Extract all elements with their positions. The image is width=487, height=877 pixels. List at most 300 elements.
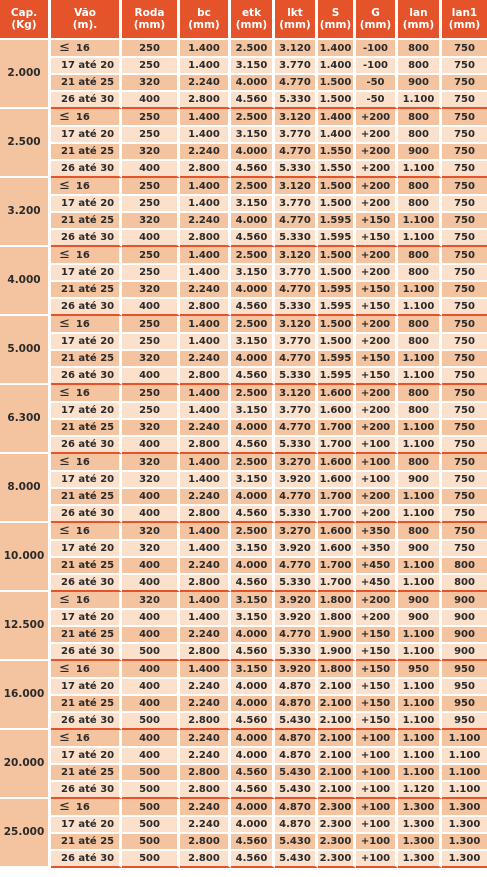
value-cell: 1.600	[318, 454, 356, 472]
value-cell: 1.595	[318, 230, 356, 247]
value-cell: 4.560	[231, 644, 275, 661]
value-cell: 900	[398, 472, 442, 489]
value-cell: 750	[442, 109, 487, 127]
value-cell: +100	[356, 730, 398, 748]
span-cell	[51, 506, 122, 523]
span-value: 16	[75, 802, 90, 813]
value-cell: 400	[122, 696, 180, 713]
span-value: 17 até 20	[61, 681, 115, 692]
value-cell: 320	[122, 213, 180, 230]
span-cell	[51, 58, 122, 75]
value-cell: +100	[356, 851, 398, 868]
table-row	[0, 178, 487, 196]
span-value: 16	[75, 526, 90, 537]
value-cell: 2.800	[180, 575, 231, 592]
less-or-equal-icon: ≤	[59, 730, 70, 745]
value-cell: 2.100	[318, 713, 356, 730]
value-cell: 400	[122, 92, 180, 109]
table-row	[0, 817, 487, 834]
value-cell: 1.100	[398, 282, 442, 299]
capacity-cell: 2.500	[0, 109, 51, 178]
span-value: 17 até 20	[61, 612, 115, 623]
span-value: 17 até 20	[61, 60, 115, 71]
value-cell: 4.560	[231, 575, 275, 592]
value-cell: 2.240	[180, 213, 231, 230]
value-cell: 2.240	[180, 627, 231, 644]
table-row	[0, 851, 487, 868]
value-cell: 3.770	[275, 403, 318, 420]
less-or-equal-icon: ≤	[59, 523, 70, 538]
table-row	[0, 420, 487, 437]
value-cell: 1.500	[318, 265, 356, 282]
span-cell	[51, 661, 122, 679]
table-row	[0, 558, 487, 575]
span-cell	[51, 782, 122, 799]
table-row	[0, 316, 487, 334]
value-cell: 750	[442, 368, 487, 385]
value-cell: 400	[122, 299, 180, 316]
span-cell	[51, 575, 122, 592]
value-cell: 800	[398, 523, 442, 541]
value-cell: 1.100	[398, 299, 442, 316]
span-cell	[51, 799, 122, 817]
span-value: 26 até 30	[61, 784, 115, 795]
value-cell: 750	[442, 230, 487, 247]
span-cell	[51, 161, 122, 178]
table-row	[0, 92, 487, 109]
value-cell: 750	[442, 265, 487, 282]
table-row	[0, 489, 487, 506]
span-cell	[51, 523, 122, 541]
value-cell: 2.300	[318, 834, 356, 851]
capacity-cell: 6.300	[0, 385, 51, 454]
table-row	[0, 334, 487, 351]
col-header-bc: bc (mm)	[180, 0, 231, 40]
span-cell	[51, 127, 122, 144]
value-cell: 4.560	[231, 368, 275, 385]
value-cell: 4.870	[275, 799, 318, 817]
value-cell: 1.595	[318, 282, 356, 299]
value-cell: +150	[356, 627, 398, 644]
value-cell: 3.150	[231, 403, 275, 420]
value-cell: 750	[442, 282, 487, 299]
col-header-wheel: Roda (mm)	[122, 0, 180, 40]
value-cell: +150	[356, 351, 398, 368]
span-value: 21 até 25	[61, 698, 115, 709]
table-row	[0, 58, 487, 75]
value-cell: 1.400	[180, 385, 231, 403]
value-cell: 1.500	[318, 178, 356, 196]
value-cell: 3.150	[231, 610, 275, 627]
table-row	[0, 40, 487, 58]
value-cell: 5.330	[275, 368, 318, 385]
value-cell: 5.330	[275, 644, 318, 661]
less-or-equal-icon: ≤	[59, 454, 70, 469]
value-cell: 2.240	[180, 351, 231, 368]
value-cell: 4.000	[231, 351, 275, 368]
value-cell: 800	[398, 403, 442, 420]
value-cell: 3.270	[275, 454, 318, 472]
value-cell: 400	[122, 575, 180, 592]
value-cell: 3.150	[231, 334, 275, 351]
table-row	[0, 730, 487, 748]
value-cell: 4.560	[231, 92, 275, 109]
value-cell: 2.100	[318, 679, 356, 696]
value-cell: +100	[356, 748, 398, 765]
value-cell: 1.400	[180, 247, 231, 265]
value-cell: 1.100	[398, 161, 442, 178]
span-cell	[51, 368, 122, 385]
value-cell: 800	[398, 178, 442, 196]
value-cell: 950	[442, 661, 487, 679]
value-cell: +200	[356, 316, 398, 334]
value-cell: 320	[122, 144, 180, 161]
value-cell: 2.240	[180, 679, 231, 696]
value-cell: +200	[356, 403, 398, 420]
value-cell: 1.700	[318, 420, 356, 437]
value-cell: 950	[442, 696, 487, 713]
value-cell: 1.120	[398, 782, 442, 799]
value-cell: 4.000	[231, 679, 275, 696]
value-cell: +200	[356, 109, 398, 127]
value-cell: 400	[122, 230, 180, 247]
span-value: 16	[75, 43, 90, 54]
span-value: 26 até 30	[61, 715, 115, 726]
value-cell: 1.100	[398, 644, 442, 661]
capacity-cell: 8.000	[0, 454, 51, 523]
value-cell: 500	[122, 644, 180, 661]
value-cell: 2.300	[318, 817, 356, 834]
value-cell: 800	[398, 40, 442, 58]
value-cell: 1.500	[318, 196, 356, 213]
value-cell: 500	[122, 817, 180, 834]
span-value: 16	[75, 595, 90, 606]
span-cell	[51, 472, 122, 489]
value-cell: 3.770	[275, 334, 318, 351]
less-or-equal-icon: ≤	[59, 247, 70, 262]
value-cell: 1.600	[318, 403, 356, 420]
value-cell: 750	[442, 541, 487, 558]
capacity-cell: 20.000	[0, 730, 51, 799]
table-row	[0, 127, 487, 144]
value-cell: +100	[356, 782, 398, 799]
value-cell: 1.100	[398, 437, 442, 454]
span-cell	[51, 489, 122, 506]
value-cell: 4.000	[231, 696, 275, 713]
value-cell: 5.330	[275, 92, 318, 109]
value-cell: 4.770	[275, 144, 318, 161]
col-header-lan: lan (mm)	[398, 0, 442, 40]
value-cell: 2.800	[180, 299, 231, 316]
value-cell: 1.400	[180, 592, 231, 610]
table-row	[0, 782, 487, 799]
value-cell: 2.800	[180, 368, 231, 385]
value-cell: 1.100	[398, 368, 442, 385]
value-cell: 2.500	[231, 178, 275, 196]
value-cell: 750	[442, 144, 487, 161]
table-row	[0, 679, 487, 696]
value-cell: +350	[356, 541, 398, 558]
value-cell: +150	[356, 299, 398, 316]
value-cell: 1.300	[442, 817, 487, 834]
value-cell: 2.240	[180, 817, 231, 834]
value-cell: 2.800	[180, 161, 231, 178]
value-cell: 2.500	[231, 316, 275, 334]
value-cell: 1.800	[318, 661, 356, 679]
span-value: 16	[75, 664, 90, 675]
value-cell: 2.500	[231, 385, 275, 403]
span-value: 16	[75, 181, 90, 192]
span-cell	[51, 420, 122, 437]
span-value: 17 até 20	[61, 405, 115, 416]
value-cell: +150	[356, 213, 398, 230]
span-cell	[51, 644, 122, 661]
value-cell: 800	[442, 558, 487, 575]
span-value: 21 até 25	[61, 767, 115, 778]
value-cell: 5.330	[275, 230, 318, 247]
span-value: 16	[75, 388, 90, 399]
value-cell: 950	[398, 661, 442, 679]
value-cell: 400	[122, 437, 180, 454]
value-cell: 2.240	[180, 696, 231, 713]
value-cell: +100	[356, 799, 398, 817]
value-cell: 750	[442, 247, 487, 265]
span-value: 26 até 30	[61, 577, 115, 588]
value-cell: 1.300	[398, 834, 442, 851]
capacity-cell: 2.000	[0, 40, 51, 109]
table-row	[0, 765, 487, 782]
value-cell: 1.550	[318, 161, 356, 178]
value-cell: 1.100	[398, 506, 442, 523]
value-cell: 1.100	[398, 730, 442, 748]
value-cell: 800	[398, 265, 442, 282]
value-cell: 1.800	[318, 610, 356, 627]
value-cell: 1.300	[442, 834, 487, 851]
value-cell: 250	[122, 40, 180, 58]
value-cell: 900	[398, 144, 442, 161]
value-cell: +150	[356, 282, 398, 299]
value-cell: 2.800	[180, 230, 231, 247]
value-cell: 5.430	[275, 765, 318, 782]
value-cell: 1.400	[180, 127, 231, 144]
value-cell: 3.770	[275, 58, 318, 75]
value-cell: 3.770	[275, 196, 318, 213]
value-cell: +200	[356, 420, 398, 437]
value-cell: 1.400	[180, 472, 231, 489]
value-cell: 750	[442, 420, 487, 437]
value-cell: 2.500	[231, 40, 275, 58]
value-cell: 4.560	[231, 851, 275, 868]
span-cell	[51, 851, 122, 868]
value-cell: 750	[442, 385, 487, 403]
capacity-cell: 25.000	[0, 799, 51, 868]
value-cell: 5.330	[275, 299, 318, 316]
value-cell: 750	[442, 92, 487, 109]
span-cell	[51, 558, 122, 575]
value-cell: 750	[442, 403, 487, 420]
value-cell: 4.000	[231, 420, 275, 437]
value-cell: 2.240	[180, 75, 231, 92]
value-cell: 950	[442, 679, 487, 696]
span-value: 17 até 20	[61, 129, 115, 140]
value-cell: 800	[442, 575, 487, 592]
value-cell: 1.300	[398, 799, 442, 817]
span-cell	[51, 748, 122, 765]
value-cell: 4.560	[231, 834, 275, 851]
value-cell: 900	[442, 592, 487, 610]
value-cell: 4.560	[231, 506, 275, 523]
value-cell: 1.400	[318, 58, 356, 75]
table-row	[0, 834, 487, 851]
value-cell: 750	[442, 178, 487, 196]
value-cell: 4.000	[231, 748, 275, 765]
span-value: 17 até 20	[61, 267, 115, 278]
value-cell: 4.870	[275, 817, 318, 834]
value-cell: 4.770	[275, 489, 318, 506]
capacity-cell: 16.000	[0, 661, 51, 730]
value-cell: 3.120	[275, 178, 318, 196]
value-cell: 4.000	[231, 558, 275, 575]
value-cell: 2.240	[180, 558, 231, 575]
span-cell	[51, 299, 122, 316]
span-cell	[51, 437, 122, 454]
value-cell: 1.400	[180, 523, 231, 541]
value-cell: 1.400	[180, 403, 231, 420]
value-cell: +200	[356, 489, 398, 506]
value-cell: +200	[356, 127, 398, 144]
value-cell: 1.500	[318, 247, 356, 265]
value-cell: 4.000	[231, 75, 275, 92]
span-value: 16	[75, 319, 90, 330]
value-cell: 400	[122, 748, 180, 765]
span-value: 21 até 25	[61, 422, 115, 433]
col-header-span: Vão (m).	[51, 0, 122, 40]
value-cell: 750	[442, 161, 487, 178]
value-cell: 3.150	[231, 58, 275, 75]
value-cell: 1.550	[318, 144, 356, 161]
value-cell: 1.300	[398, 851, 442, 868]
value-cell: 250	[122, 196, 180, 213]
value-cell: 1.600	[318, 472, 356, 489]
span-cell	[51, 592, 122, 610]
value-cell: 750	[442, 127, 487, 144]
value-cell: 3.120	[275, 247, 318, 265]
col-header-lkt: lkt (mm)	[275, 0, 318, 40]
value-cell: 1.700	[318, 575, 356, 592]
value-cell: 2.240	[180, 420, 231, 437]
span-value: 21 até 25	[61, 629, 115, 640]
value-cell: 4.770	[275, 282, 318, 299]
less-or-equal-icon: ≤	[59, 178, 70, 193]
value-cell: 3.150	[231, 472, 275, 489]
span-value: 21 até 25	[61, 77, 115, 88]
value-cell: 320	[122, 454, 180, 472]
span-value: 21 até 25	[61, 560, 115, 571]
value-cell: +100	[356, 437, 398, 454]
value-cell: 1.595	[318, 213, 356, 230]
value-cell: 3.770	[275, 265, 318, 282]
value-cell: 2.800	[180, 437, 231, 454]
span-value: 16	[75, 112, 90, 123]
value-cell: 4.000	[231, 282, 275, 299]
value-cell: 800	[398, 247, 442, 265]
table-row	[0, 196, 487, 213]
value-cell: 4.770	[275, 213, 318, 230]
value-cell: 2.240	[180, 282, 231, 299]
value-cell: 4.000	[231, 144, 275, 161]
value-cell: 320	[122, 541, 180, 558]
value-cell: 250	[122, 403, 180, 420]
value-cell: +200	[356, 247, 398, 265]
span-value: 21 até 25	[61, 215, 115, 226]
span-cell	[51, 541, 122, 558]
value-cell: 1.400	[180, 334, 231, 351]
span-value: 21 até 25	[61, 836, 115, 847]
value-cell: 1.800	[318, 592, 356, 610]
value-cell: 2.500	[231, 109, 275, 127]
value-cell: 4.000	[231, 817, 275, 834]
value-cell: 250	[122, 58, 180, 75]
less-or-equal-icon: ≤	[59, 799, 70, 814]
value-cell: 1.600	[318, 385, 356, 403]
table-row	[0, 351, 487, 368]
value-cell: 1.500	[318, 316, 356, 334]
value-cell: 1.300	[442, 799, 487, 817]
value-cell: 4.870	[275, 679, 318, 696]
value-cell: +200	[356, 196, 398, 213]
value-cell: 2.500	[231, 523, 275, 541]
value-cell: 5.430	[275, 713, 318, 730]
col-header-s: S (mm)	[318, 0, 356, 40]
span-cell	[51, 454, 122, 472]
capacity-cell: 3.200	[0, 178, 51, 247]
table-row	[0, 713, 487, 730]
value-cell: 4.000	[231, 627, 275, 644]
value-cell: 250	[122, 334, 180, 351]
span-cell	[51, 730, 122, 748]
col-header-g: G (mm)	[356, 0, 398, 40]
less-or-equal-icon: ≤	[59, 316, 70, 331]
value-cell: 1.595	[318, 351, 356, 368]
value-cell: 2.240	[180, 144, 231, 161]
value-cell: 1.100	[398, 748, 442, 765]
span-cell	[51, 109, 122, 127]
span-cell	[51, 351, 122, 368]
value-cell: +150	[356, 661, 398, 679]
value-cell: 900	[398, 610, 442, 627]
value-cell: 1.400	[180, 109, 231, 127]
value-cell: 400	[122, 368, 180, 385]
value-cell: 1.100	[442, 765, 487, 782]
span-value: 21 até 25	[61, 284, 115, 295]
span-cell	[51, 385, 122, 403]
value-cell: +200	[356, 506, 398, 523]
span-cell	[51, 265, 122, 282]
span-value: 26 até 30	[61, 370, 115, 381]
span-cell	[51, 316, 122, 334]
span-cell	[51, 679, 122, 696]
value-cell: 2.800	[180, 765, 231, 782]
value-cell: 3.150	[231, 592, 275, 610]
less-or-equal-icon: ≤	[59, 661, 70, 676]
value-cell: 1.400	[180, 661, 231, 679]
table-row	[0, 299, 487, 316]
value-cell: +200	[356, 385, 398, 403]
value-cell: 2.100	[318, 696, 356, 713]
capacity-cell: 5.000	[0, 316, 51, 385]
value-cell: 1.100	[398, 713, 442, 730]
value-cell: 1.400	[318, 109, 356, 127]
